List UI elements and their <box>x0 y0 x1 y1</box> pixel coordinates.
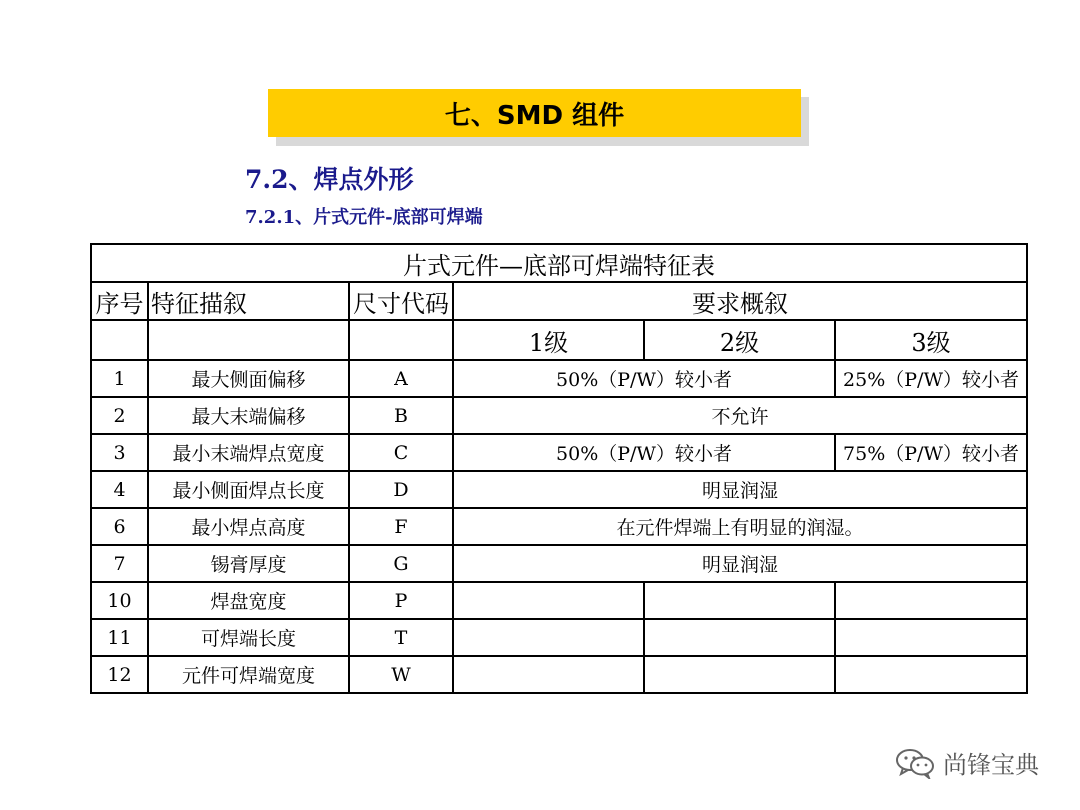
row-requirement-level-1 <box>453 656 644 693</box>
row-seq: 2 <box>91 397 148 434</box>
row-code: A <box>349 360 453 397</box>
row-feature: 最大末端偏移 <box>148 397 349 434</box>
row-requirement-level-1-2: 50%（P/W）较小者 <box>453 434 835 471</box>
row-feature: 最小末端焊点宽度 <box>148 434 349 471</box>
feature-table <box>90 243 1028 694</box>
row-feature: 最大侧面偏移 <box>148 360 349 397</box>
table-row <box>91 434 1027 471</box>
row-requirement-level-2 <box>644 619 835 656</box>
row-requirement-level-3: 75%（P/W）较小者 <box>835 434 1027 471</box>
header-code: 尺寸代码 <box>349 282 453 320</box>
row-requirement-level-3: 25%（P/W）较小者 <box>835 360 1027 397</box>
row-code: D <box>349 471 453 508</box>
section-banner: 七、SMD 组件 <box>268 89 801 137</box>
row-code: W <box>349 656 453 693</box>
row-requirement-level-1-2: 50%（P/W）较小者 <box>453 360 835 397</box>
row-requirement-level-2 <box>644 656 835 693</box>
row-requirement-all: 明显润湿 <box>453 471 1027 508</box>
header-seq: 序号 <box>91 282 148 320</box>
empty-cell <box>91 320 148 360</box>
row-requirement-all: 在元件焊端上有明显的润湿。 <box>453 508 1027 545</box>
row-requirement-level-3 <box>835 619 1027 656</box>
table-row <box>91 397 1027 434</box>
level-2-header: 2级 <box>644 320 835 360</box>
row-code: C <box>349 434 453 471</box>
level-1-header: 1级 <box>453 320 644 360</box>
level-3-header: 3级 <box>835 320 1027 360</box>
empty-cell <box>148 320 349 360</box>
table-row <box>91 619 1027 656</box>
row-requirement-level-3 <box>835 582 1027 619</box>
row-seq: 10 <box>91 582 148 619</box>
row-code: B <box>349 397 453 434</box>
row-seq: 1 <box>91 360 148 397</box>
watermark-text: 尚锋宝典 <box>943 751 1039 779</box>
row-seq: 7 <box>91 545 148 582</box>
header-requirement: 要求概叙 <box>453 282 1027 320</box>
subsection-heading: 7.2.1、片式元件-底部可焊端 <box>245 207 483 228</box>
row-seq: 12 <box>91 656 148 693</box>
row-feature: 锡膏厚度 <box>148 545 349 582</box>
row-code: F <box>349 508 453 545</box>
watermark <box>895 745 1039 780</box>
row-feature: 元件可焊端宽度 <box>148 656 349 693</box>
row-seq: 6 <box>91 508 148 545</box>
row-feature: 可焊端长度 <box>148 619 349 656</box>
table-row <box>91 360 1027 397</box>
header-feature: 特征描叙 <box>148 282 349 320</box>
row-seq: 11 <box>91 619 148 656</box>
table-row <box>91 582 1027 619</box>
table-row <box>91 471 1027 508</box>
row-seq: 3 <box>91 434 148 471</box>
row-requirement-all: 不允许 <box>453 397 1027 434</box>
row-code: P <box>349 582 453 619</box>
row-requirement-level-3 <box>835 656 1027 693</box>
row-feature: 最小侧面焊点长度 <box>148 471 349 508</box>
row-requirement-level-2 <box>644 582 835 619</box>
table-title: 片式元件—底部可焊端特征表 <box>91 244 1027 282</box>
table-row <box>91 508 1027 545</box>
row-requirement-all: 明显润湿 <box>453 545 1027 582</box>
section-heading: 7.2、焊点外形 <box>245 165 414 194</box>
row-requirement-level-1 <box>453 582 644 619</box>
row-seq: 4 <box>91 471 148 508</box>
row-code: G <box>349 545 453 582</box>
table-row <box>91 656 1027 693</box>
row-requirement-level-1 <box>453 619 644 656</box>
row-feature: 最小焊点高度 <box>148 508 349 545</box>
row-code: T <box>349 619 453 656</box>
row-feature: 焊盘宽度 <box>148 582 349 619</box>
wechat-icon <box>895 747 935 779</box>
empty-cell <box>349 320 453 360</box>
table-row <box>91 545 1027 582</box>
